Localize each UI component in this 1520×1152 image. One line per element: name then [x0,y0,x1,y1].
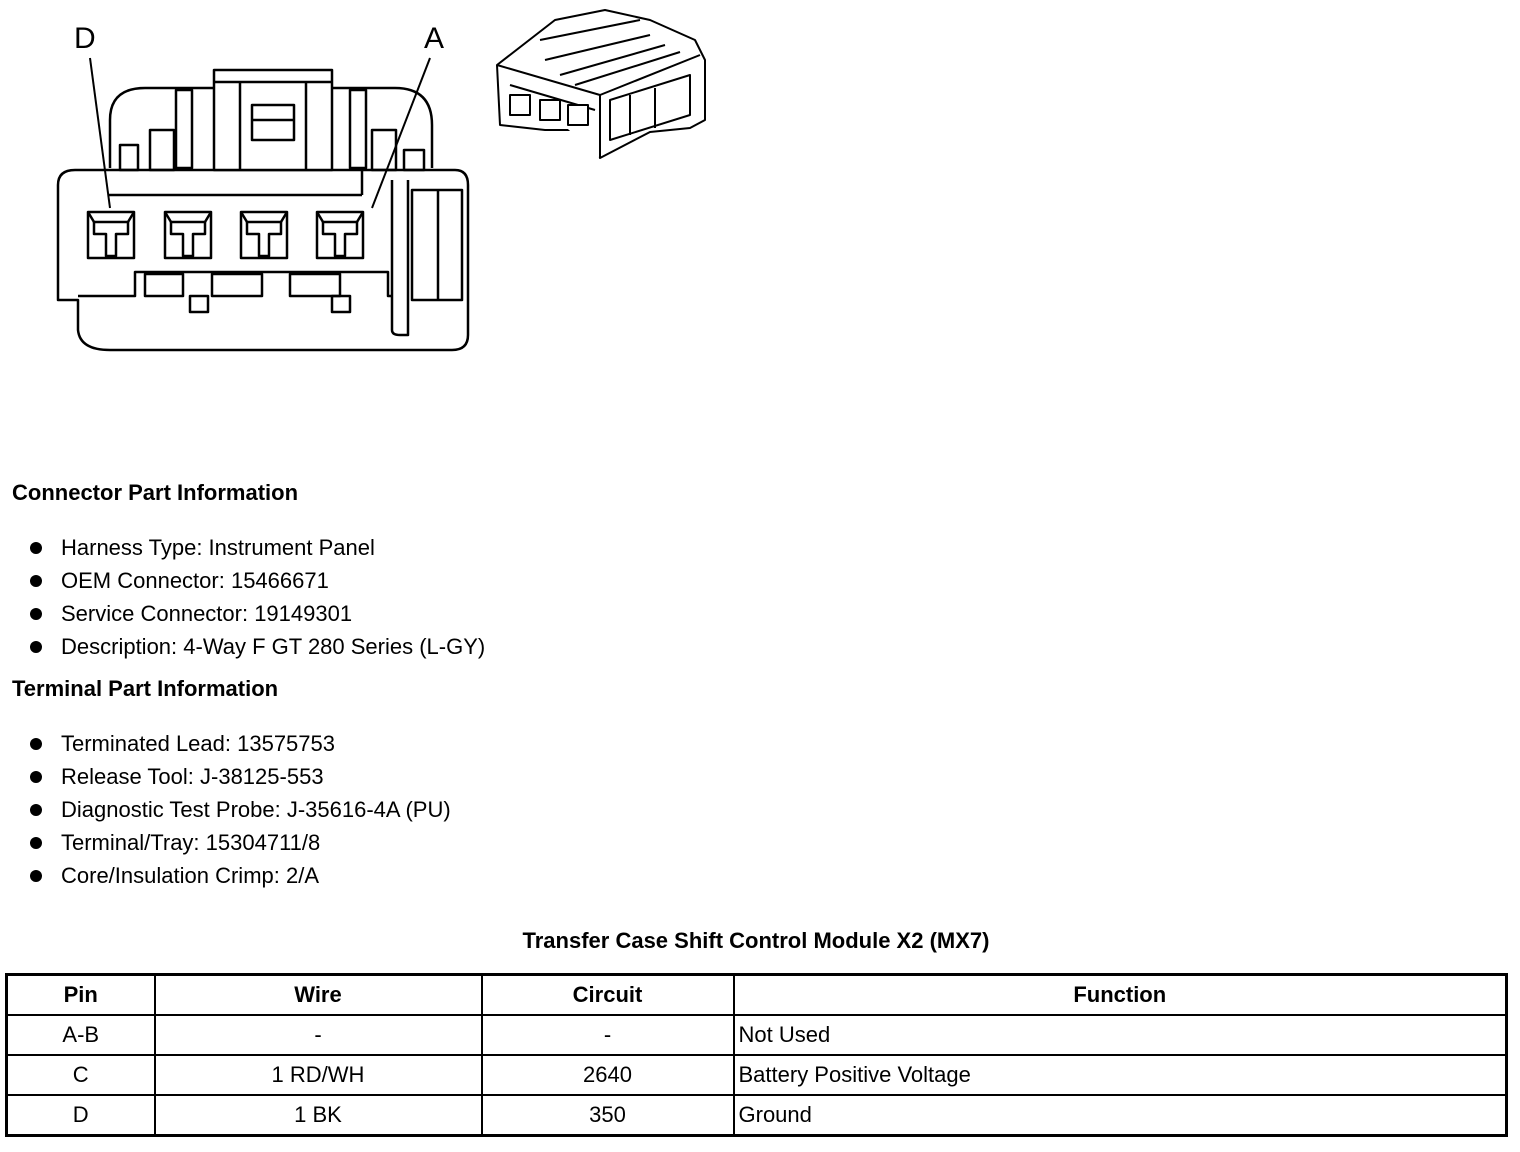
terminal-info-heading: Terminal Part Information [12,676,279,701]
cell-wire: 1 BK [155,1095,482,1136]
table-row [7,1095,1507,1136]
cell-pin: D [7,1095,155,1136]
column-header-wire: Wire [155,975,482,1016]
cell-function: Ground [734,1095,1507,1136]
bullet-icon [30,575,42,587]
column-header-function: Function [734,975,1507,1016]
cell-circuit: 2640 [482,1055,734,1095]
bullet-icon [30,870,42,882]
bullet-icon [30,837,42,849]
cell-circuit: 350 [482,1095,734,1136]
list-item: Terminated Lead: 13575753 [28,727,451,760]
bullet-icon [30,641,42,653]
bullet-icon [30,542,42,554]
list-item: Harness Type: Instrument Panel [28,531,485,564]
connector-info-heading: Connector Part Information [12,480,299,505]
table-title: Transfer Case Shift Control Module X2 (MX7) [522,928,990,953]
cell-wire: 1 RD/WH [155,1055,482,1095]
terminal-info-list [28,727,451,892]
table-header-row [7,975,1507,1016]
cell-wire: - [155,1015,482,1055]
column-header-pin: Pin [7,975,155,1016]
pin-label-a: A [424,22,445,55]
pinout-table [5,973,1508,1137]
connector-diagram [0,0,730,370]
list-item: Service Connector: 19149301 [28,597,485,630]
list-item: Core/Insulation Crimp: 2/A [28,859,451,892]
table-row [7,1055,1507,1095]
bullet-icon [30,738,42,750]
bullet-icon [30,804,42,816]
bullet-icon [30,608,42,620]
cell-pin: C [7,1055,155,1095]
table-row [7,1015,1507,1055]
list-item: Terminal/Tray: 15304711/8 [28,826,451,859]
pin-label-d: D [74,22,96,55]
list-item: OEM Connector: 15466671 [28,564,485,597]
list-item: Description: 4-Way F GT 280 Series (L-GY) [28,630,485,663]
cell-function: Not Used [734,1015,1507,1055]
list-item: Diagnostic Test Probe: J-35616-4A (PU) [28,793,451,826]
cell-circuit: - [482,1015,734,1055]
list-item: Release Tool: J-38125-553 [28,760,451,793]
connector-info-list [28,531,485,663]
cell-function: Battery Positive Voltage [734,1055,1507,1095]
cell-pin: A-B [7,1015,155,1055]
bullet-icon [30,771,42,783]
column-header-circuit: Circuit [482,975,734,1016]
